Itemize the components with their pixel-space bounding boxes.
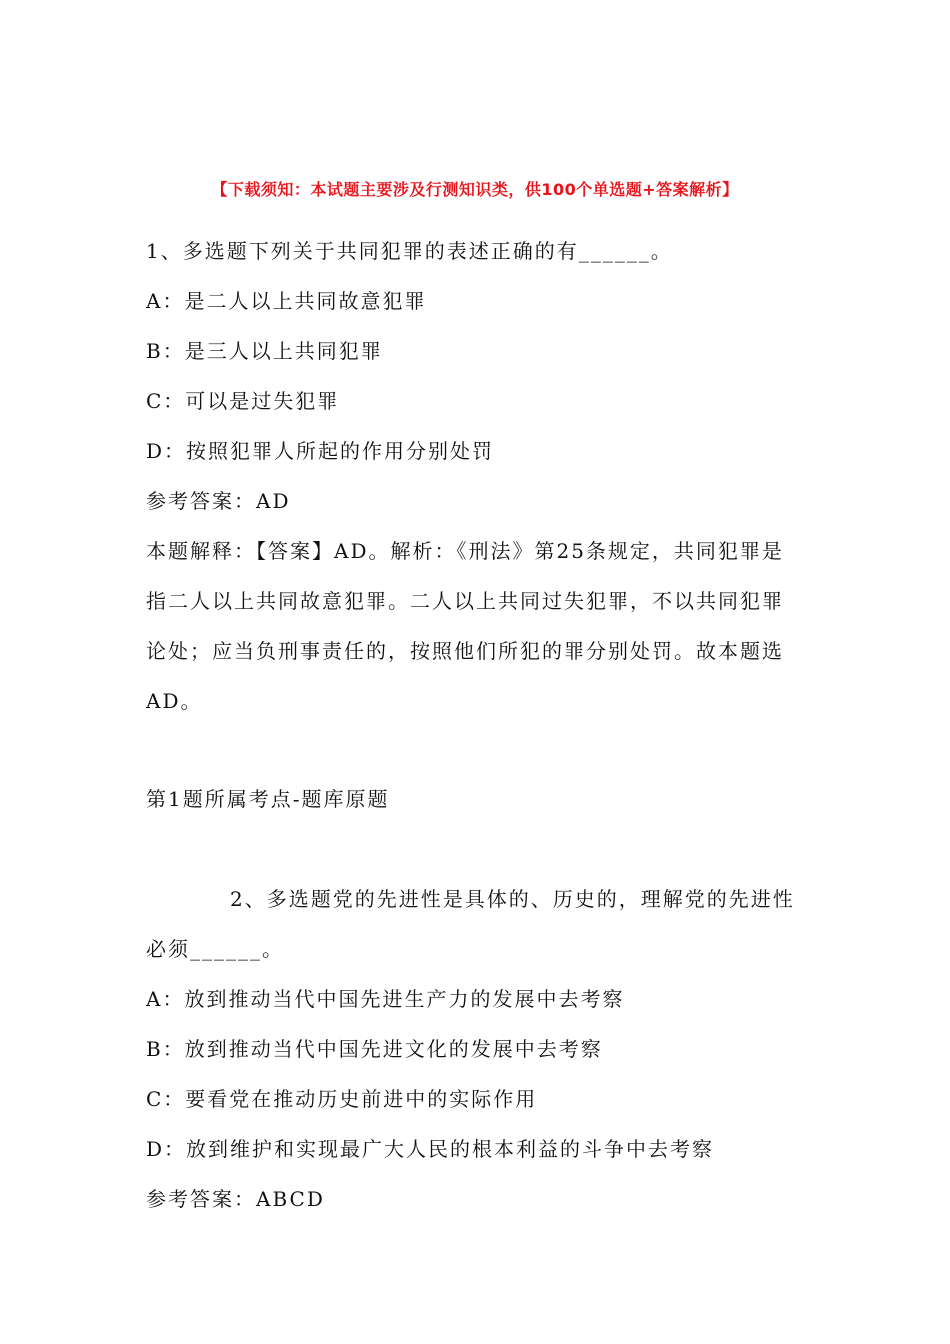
download-notice: 【下载须知：本试题主要涉及行测知识类，供100个单选题+答案解析】: [211, 180, 739, 199]
q1-option-d: D：按照犯罪人所起的作用分别处罚: [146, 439, 495, 463]
q1-option-c: C：可以是过失犯罪: [146, 389, 340, 413]
q1-explanation-line-1: 本题解释：【答案】AD。解析：《刑法》第25条规定，共同犯罪是: [146, 539, 784, 563]
q2-option-a: A：放到推动当代中国先进生产力的发展中去考察: [146, 987, 625, 1011]
q2-option-c: C：要看党在推动历史前进中的实际作用: [146, 1087, 538, 1111]
q1-explanation-line-3: 论处；应当负刑事责任的，按照他们所犯的罪分别处罚。故本题选: [146, 639, 784, 663]
q2-option-d: D：放到维护和实现最广大人民的根本利益的斗争中去考察: [146, 1137, 715, 1161]
q2-stem-line-1: 2、多选题党的先进性是具体的、历史的，理解党的先进性: [230, 887, 795, 911]
q2-stem-line-2: 必须______。: [146, 937, 284, 961]
q2-option-b: B：放到推动当代中国先进文化的发展中去考察: [146, 1037, 603, 1061]
q2-answer: 参考答案：ABCD: [146, 1187, 325, 1211]
q1-explanation-line-2: 指二人以上共同故意犯罪。二人以上共同过失犯罪，不以共同犯罪: [146, 589, 784, 613]
q1-option-a: A：是二人以上共同故意犯罪: [146, 289, 427, 313]
q1-answer: 参考答案：AD: [146, 489, 291, 513]
q1-stem: 1、多选题下列关于共同犯罪的表述正确的有______。: [146, 239, 673, 263]
q1-option-b: B：是三人以上共同犯罪: [146, 339, 383, 363]
q1-explanation-line-4: AD。: [146, 689, 203, 713]
q1-knowledge-point: 第1题所属考点-题库原题: [146, 787, 390, 811]
